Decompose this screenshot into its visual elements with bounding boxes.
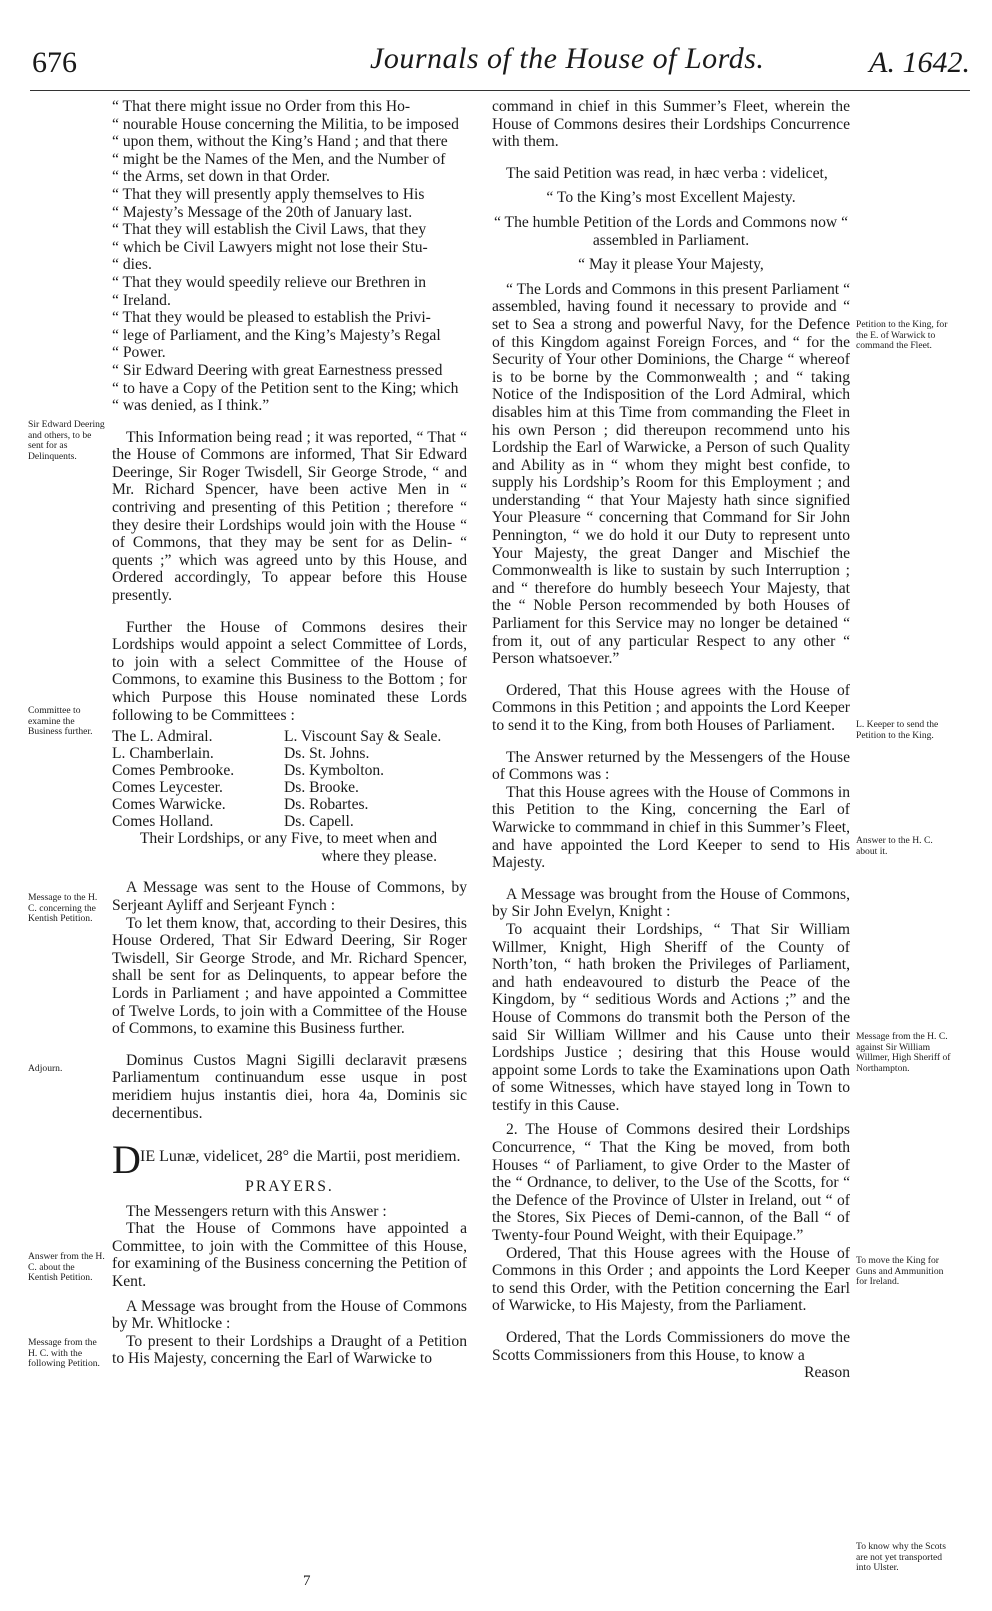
quote-line: “ dies. xyxy=(112,256,152,274)
quote-line: “ to have a Copy of the Petition sent to the King; which xyxy=(112,379,459,397)
ordered-paragraph-1: Ordered, That this House agrees with the House of Commons in this Petition ; and appoints the Lord Keeper to send it to the King, from both Houses of Parliament. xyxy=(492,681,850,734)
answer-agree: That this House agrees with the House of Commons in this Petition to the King, concerning the Earl of Warwicke to commmand in chief in this Summer’s Fleet, and have appointed the Lord Keeper to send to His Majesty. xyxy=(492,783,850,872)
header-rule xyxy=(30,90,970,91)
margin-note-answer-hc: Answer to the H. C. about it. xyxy=(856,835,933,857)
present-paragraph: To present to their Lordships a Draught of a Petition to His Majesty, concerning the Earl of Warwicke to xyxy=(112,1332,467,1368)
quote-line: “ Majesty’s Message of the 20th of January last. xyxy=(112,203,413,221)
information-paragraph: This Information being read ; it was reported, “ That “ the House of Commons are informed, That Sir Edward Deeringe, Sir Roger Twisdell, Sir George Strode, “ and Mr. Richard Spencer, have been active Men in “ contriving and presenting of this Petition ; therefore “ they desire their Lordships would join with the House “ of Commons, that they may be sent for as Delin- “ quents ;” which was agreed unto by this House, and Ordered accordingly, To appear before this House presently. xyxy=(112,428,467,605)
signature-mark: 7 xyxy=(303,1573,311,1589)
quote-line: “ Sir Edward Deering with great Earnestness pressed xyxy=(112,361,443,379)
acquaint-paragraph: To acquaint their Lordships, “ That Sir William Willmer, Knight, High Sheriff of the County of North’ton, “ hath broken the Privileges of Parliament, and hath endeavoured to disturb the Peace of the Kingdom, by “ seditious Words and Actions ;” and the House of Commons do transmit both the Person of the said Sir William Willmer and his Cause unto their Lordships Justice ; desiring that this House would appoint some Lords to take the Examinations upon Oath of some Witnesses, which have stayed long in Town to testify in this Cause. xyxy=(492,920,850,1114)
committee-member: The L. Admiral. xyxy=(112,728,213,746)
committee-member: Ds. Capell. xyxy=(284,813,354,831)
committee-member: Comes Warwicke. xyxy=(112,796,226,814)
committee-member: Comes Holland. xyxy=(112,813,214,831)
continuation-paragraph: command in chief in this Summer’s Fleet, wherein the House of Commons desires their Lordships Concurrence with them. xyxy=(492,98,850,151)
margin-note-scots-ulster: To know why the Scots are not yet transported into Ulster. xyxy=(856,1541,946,1574)
committee-member: Comes Leycester. xyxy=(112,779,223,797)
quote-line: “ which be Civil Lawyers might not lose their Stu- xyxy=(112,238,428,256)
margin-note-message-kent: Message to the H. C. concerning the Kentish Petition. xyxy=(28,892,98,925)
page-number: 676 xyxy=(32,46,77,79)
margin-note-willmer: Message from the H. C. against Sir William Willmer, High Sheriff of Northampton. xyxy=(856,1031,951,1074)
quote-line: “ upon them, without the King’s Hand ; and that there xyxy=(112,133,448,151)
drop-cap: D xyxy=(112,1137,141,1183)
dateline: IE Lunæ, videlicet, 28° die Martii, post meridiem. xyxy=(140,1148,461,1166)
quote-line: “ might be the Names of the Men, and the Number of xyxy=(112,150,446,168)
message-evelyn: A Message was brought from the House of Commons, by Sir John Evelyn, Knight : xyxy=(492,885,850,921)
left-column xyxy=(112,98,467,1368)
to-the-king: “ To the King’s most Excellent Majesty. xyxy=(546,189,796,207)
message-whitlocke: A Message was brought from the House of Commons by Mr. Whitlocke : xyxy=(112,1297,467,1333)
quote-line: “ was denied, as I think.” xyxy=(112,397,270,415)
committee-list-right xyxy=(284,728,464,830)
page-header xyxy=(30,40,970,86)
answer-body: That the House of Commons have appointed a Committee, to join with the Committee of this House, for examining of the Business concerning the Petition of Kent. xyxy=(112,1220,467,1291)
committee-closing: Their Lordships, or any Five, to meet when and where they please. xyxy=(139,830,437,865)
margin-note-deering: Sir Edward Deering and others, to be sent for as Delinquents. xyxy=(28,419,105,462)
margin-note-guns-ulster: To move the King for Guns and Ammunition for Ireland. xyxy=(856,1255,944,1288)
committee-list-left xyxy=(112,728,282,830)
adjourn-paragraph: Dominus Custos Magni Sigilli declaravit præsens Parliamentum continuandum esse usque in post meridiem hujus instantis diei, hora 4a, Dominis sic decernentibus. xyxy=(112,1051,467,1122)
margin-note-committee: Committee to examine the Business further. xyxy=(28,705,93,738)
committee-member: L. Viscount Say & Seale. xyxy=(284,728,442,746)
quote-line: “ That they would speedily relieve our Brethren in xyxy=(112,273,427,291)
quote-line: “ That there might issue no Order from this Ho- xyxy=(112,98,411,115)
committee-member: Comes Pembrooke. xyxy=(112,762,235,780)
margin-note-lord-keeper: L. Keeper to send the Petition to the King. xyxy=(856,719,939,741)
quote-line: “ That they will presently apply themselves to His xyxy=(112,185,425,203)
answer-returned: The Answer returned by the Messengers of the House of Commons was : xyxy=(492,748,850,784)
committee-paragraph: Further the House of Commons desires their Lordships would appoint a select Committee of Lords, to join with a select Committee of the House of Commons, to examine this Business to the Bottom ; for which Purpose this House nominated these Lords following to be Committees : xyxy=(112,618,467,724)
margin-note-answer-kent: Answer from the H. C. about the Kentish Petition. xyxy=(28,1251,105,1284)
quote-line: “ nourable House concerning the Militia, to be imposed xyxy=(112,115,459,133)
quote-line: “ That they would be pleased to establish the Privi- xyxy=(112,309,431,327)
petition-read: The said Petition was read, in hæc verba : videlicet, xyxy=(506,164,828,182)
petition-body: “ The Lords and Commons in this present Parliament “ assembled, having found it necessary to provide and “ set to Sea a strong and powerful Navy, for the Defence of this Kingdom against Foreign Forces, and “ for the Security of Your other Dominions, the Charge “ whereof is to be borne by the Commonwealth ; and “ taking Notice of the Indisposition of the Lord Admiral, which disables him at this Time from commanding the Fleet in his own Person ; did thereupon recommend unto his Lordship the Earl of Warwicke, a Person of such Quality and Ability as in “ whom they might best confide, to supply his Lordship’s Room for this Employment ; and understanding “ that Your Majesty hath since signified Your Pleasure “ concerning that Command for Sir John Pennington, “ we do hold it our Duty to represent unto Your Majesty, the great Danger and Mischief the Commonwealth is like to sustain by such Interruption ; and “ therefore do humbly beseech Your Majesty, that the “ Noble Person recommended by both Houses of Parliament for this Service may no longer be detained “ from it, out of any particular Respect to any other “ Person whatsoever.” xyxy=(492,280,850,668)
quote-line: “ the Arms, set down in that Order. xyxy=(112,168,330,186)
committee-member: Ds. Kymbolton. xyxy=(284,762,385,780)
humble-petition: “ The humble Petition of the Lords and Commons now “ assembled in Parliament. xyxy=(494,213,848,249)
prayers-heading: PRAYERS. xyxy=(245,1178,334,1196)
year-label: A. 1642. xyxy=(869,46,970,79)
dateline-row xyxy=(112,1137,467,1183)
message-intro: A Message was sent to the House of Commons, by Serjeant Ayliff and Serjeant Fynch : xyxy=(112,879,467,914)
quote-line: “ lege of Parliament, and the King’s Majesty’s Regal xyxy=(112,326,441,344)
ordered-paragraph-2: Ordered, That this House agrees with the House of Commons in this Order ; and appoints the Lord Keeper to send this Order, with the Petition concerning the Earl of Warwicke, to His Majesty, from the Parliament. xyxy=(492,1244,850,1315)
message-body: To let them know, that, according to their Desires, this House Ordered, That Sir Edward Deering, Sir Roger Twisdell, Sir George Strode, and Mr. Richard Spencer, shall be sent for as Delinquents, to appear before the Lords in Parliament ; and have appointed a Committee of Twelve Lords, to join with a Committee of the House of Commons, to examine this Business further. xyxy=(112,914,467,1038)
margin-note-message-petition: Message from the H. C. with the following Petition. xyxy=(28,1337,100,1370)
right-column xyxy=(492,98,850,1382)
running-title: Journals of the House of Lords. xyxy=(370,42,765,75)
catchword: Reason xyxy=(804,1364,850,1382)
committee-member: L. Chamberlain. xyxy=(112,745,214,763)
margin-note-adjourn: Adjourn. xyxy=(28,1063,63,1074)
quote-line: “ That they will establish the Civil Laws, that they xyxy=(112,221,427,239)
quote-block xyxy=(112,98,467,415)
quote-line: “ Ireland. xyxy=(112,291,171,309)
may-it-please: “ May it please Your Majesty, xyxy=(578,256,764,274)
ordered-paragraph-3: Ordered, That the Lords Commissioners do move the Scotts Commissioners from this House, to know a xyxy=(492,1329,850,1364)
quote-line: “ Power. xyxy=(112,344,166,362)
committee-member: Ds. St. Johns. xyxy=(284,745,370,763)
committee-member: Ds. Robartes. xyxy=(284,796,369,814)
margin-note-petition-king: Petition to the King, for the E. of Warwick to command the Fleet. xyxy=(856,319,948,352)
concurrence-paragraph: 2. The House of Commons desired their Lordships Concurrence, “ That the King be moved, from both Houses “ of Parliament, to give Order to the Master of the “ Ordnance, to deliver, to the Use of the Scotts, for “ the Defence of the Province of Ulster in Ireland, out “ of the Stores, Six Pieces of Demi-cannon, of the Ball “ of Twenty-four Pound Weight, with their Equipage.” xyxy=(492,1121,850,1245)
committee-member: Ds. Brooke. xyxy=(284,779,359,797)
messengers-return: The Messengers return with this Answer : xyxy=(126,1202,387,1220)
committee-list xyxy=(112,728,467,830)
